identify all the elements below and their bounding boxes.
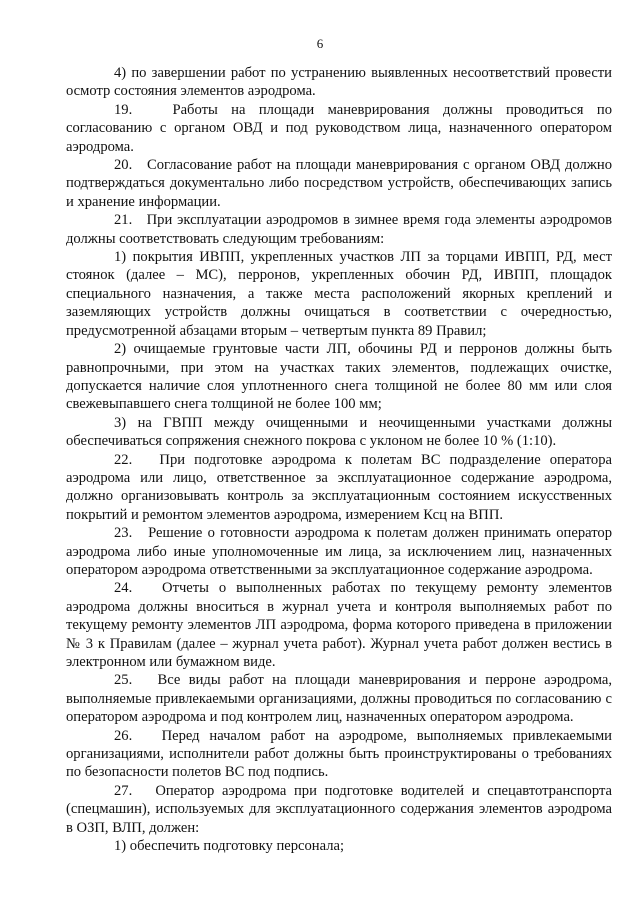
document-body: [66, 64, 612, 855]
paragraph: 3) на ГВПП между очищенными и неочищенными участками должны обеспечиваться сопряжения снежного покрова с уклоном не более 10 % (1:10).: [66, 414, 612, 450]
paragraph: 2) очищаемые грунтовые части ЛП, обочины РД и перронов должны быть равнопрочными, при этом на участках таких элементов, подлежащих очистке, допускается наличие слоя уплотненного снега толщиной не более 80 мм или слоя свежевыпавшего снега толщиной не более 100 мм;: [66, 341, 612, 413]
paragraph: 4) по завершении работ по устранению выявленных несоответствий провести осмотр состояния элементов аэродрома.: [66, 65, 612, 100]
paragraph: 22. При подготовке аэродрома к полетам ВС подразделение оператора аэродрома или лицо, ответственное за эксплуатационное содержание аэродрома, должно организовывать контроль за эксплуатационным состоянием искусственных покрытий и ремонтом элементов аэродрома, измерением Ксц на ВПП.: [66, 451, 612, 523]
paragraph: 1) покрытия ИВПП, укрепленных участков ЛП за торцами ИВПП, РД, мест стоянок (далее – МС), перронов, укрепленных обочин РД, ИВПП, площадок специального назначения, а также места расположений якорных креплений и заземляющих устройств должны очищаться в соответствии с очередностью, предусмотренной абзацами вторым – четвертым пункта 89 Правил;: [66, 249, 612, 339]
paragraph: 19. Работы на площади маневрирования должны проводиться по согласованию с органом ОВД и под руководством лица, назначенного оператором аэродрома.: [66, 101, 612, 155]
paragraph: 21. При эксплуатации аэродромов в зимнее время года элементы аэродромов должны соответствовать следующим требованиям:: [66, 212, 612, 247]
paragraph: 27. Оператор аэродрома при подготовке водителей и спецавтотранспорта (спецмашин), используемых для эксплуатационного содержания элементов аэродрома в ОЗП, ВЛП, должен:: [66, 782, 612, 836]
paragraph: 26. Перед началом работ на аэродроме, выполняемых привлекаемыми организациями, исполнители работ должны быть проинструктированы о требованиях по безопасности полетов ВС под подпись.: [66, 727, 612, 781]
paragraph: 1) обеспечить подготовку персонала;: [114, 838, 345, 855]
paragraph: 24. Отчеты о выполненных работах по текущему ремонту элементов аэродрома должны вноситься в журнал учета и контроля выполняемых работ по текущему ремонту элементов ЛП аэродрома, форма которого приведена в приложении № 3 к Правилам (далее – журнал учета работ). Журнал учета работ должен вестись в электронном или бумажном виде.: [66, 580, 612, 670]
paragraph: 25. Все виды работ на площади маневрирования и перроне аэродрома, выполняемые привлекаемыми организациями, должны проводиться по согласованию с оператором аэродрома и под контролем лиц, назначенных оператором аэродрома.: [66, 672, 612, 726]
paragraph: 23. Решение о готовности аэродрома к полетам должен принимать оператор аэродрома либо иные уполномоченные им лица, за исключением лиц, назначенных оператором аэродрома ответственными за эксплуатационное содержание аэродрома.: [66, 525, 612, 578]
page-number: 6: [316, 36, 324, 51]
paragraph: 20. Согласование работ на площади маневрирования с органом ОВД должно подтверждаться документально либо посредством устройств, обеспечивающих запись и хранение информации.: [66, 157, 612, 210]
